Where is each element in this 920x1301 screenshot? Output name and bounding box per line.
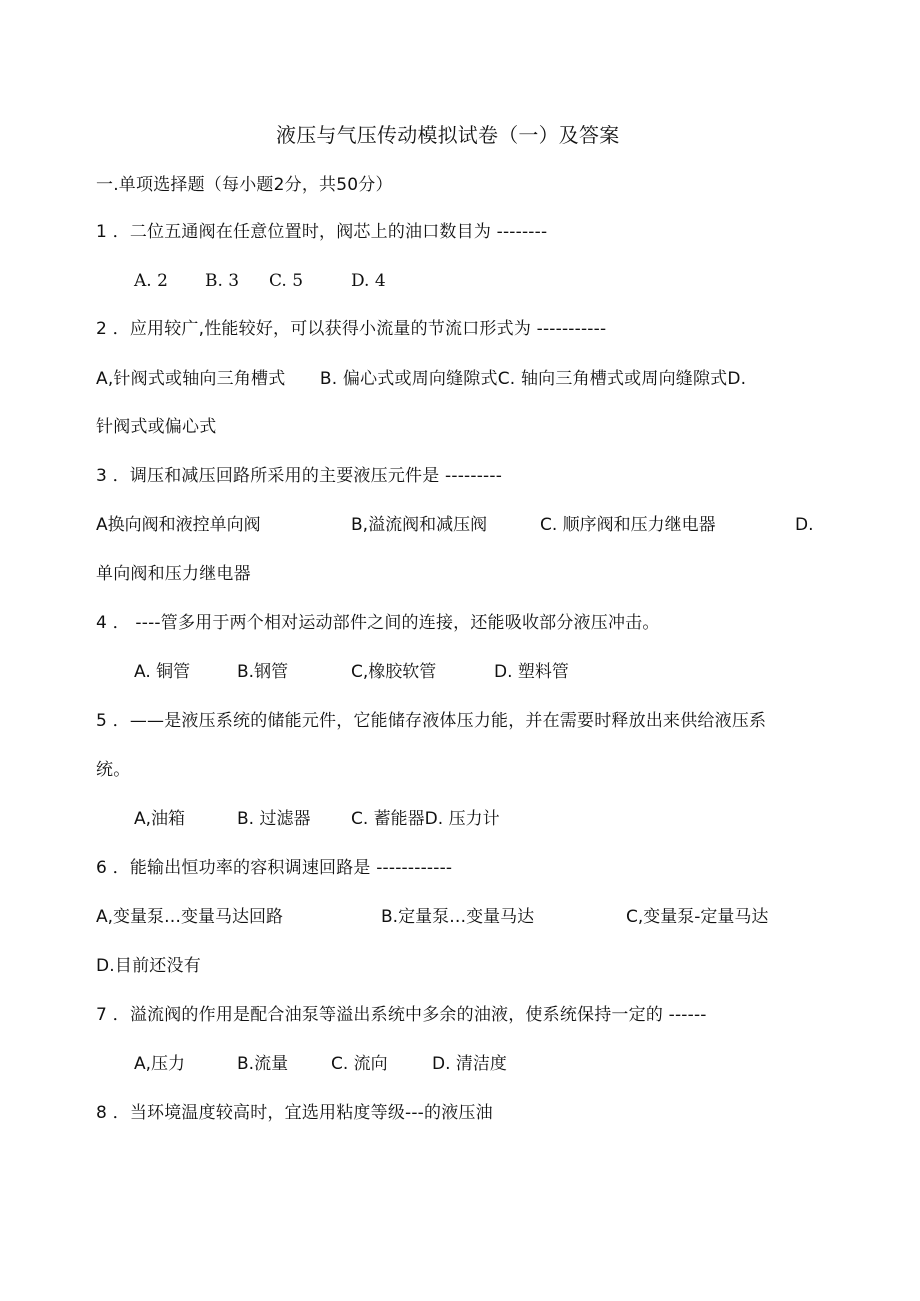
question-5-option-b: B. 过滤器 <box>237 809 311 829</box>
question-6-option-b: B.定量泵…变量马达 <box>381 907 535 927</box>
question-5-stem-continued: 统。 <box>96 760 131 780</box>
question-7-option-a: A,压力 <box>134 1054 186 1074</box>
question-3-option-b: B,溢流阀和减压阀 <box>351 515 488 535</box>
question-3-option-c: C. 顺序阀和压力继电器 <box>540 515 716 535</box>
question-6-stem: 6 ．能输出恒功率的容积调速回路是 ------------ <box>96 858 453 878</box>
question-4-stem: 4 ． ----管多用于两个相对运动部件之间的连接，还能吸收部分液压冲击。 <box>96 613 660 633</box>
question-5-stem: 5 ．——是液压系统的储能元件，它能储存液体压力能，并在需要时释放出来供给液压系 <box>96 711 767 731</box>
question-1-option-b: B. 3 <box>205 271 240 291</box>
question-2-options-continued: 针阀式或偏心式 <box>96 417 217 437</box>
question-4-option-b: B.钢管 <box>237 662 289 682</box>
question-2-options: A,针阀式或轴向三角槽式 B. 偏心式或周向缝隙式C. 轴向三角槽式或周向缝隙式D. <box>96 369 747 389</box>
question-7-option-b: B.流量 <box>237 1054 289 1074</box>
question-3-option-d: D. <box>795 515 814 535</box>
question-7-option-c: C. 流向 <box>331 1054 388 1074</box>
document-title: 液压与气压传动模拟试卷（一）及答案 <box>276 123 620 147</box>
question-1-option-a: A. 2 <box>134 271 168 291</box>
question-5-option-a: A,油箱 <box>134 809 186 829</box>
question-4-option-a: A. 铜管 <box>134 662 191 682</box>
question-7-stem: 7 ．溢流阀的作用是配合油泵等溢出系统中多余的油液，使系统保持一定的 ------ <box>96 1005 707 1025</box>
question-1-option-d: D. 4 <box>351 271 386 291</box>
question-7-option-d: D. 清洁度 <box>432 1054 507 1074</box>
question-3-option-a: A换向阀和液控单向阀 <box>96 515 261 535</box>
section-heading: 一.单项选择题（每小题2分，共50分） <box>96 175 393 195</box>
question-4-option-d: D. 塑料管 <box>494 662 569 682</box>
question-3-stem: 3 ．调压和减压回路所采用的主要液压元件是 --------- <box>96 466 503 486</box>
question-4-option-c: C,橡胶软管 <box>351 662 437 682</box>
question-8-stem: 8 ．当环境温度较高时，宜选用粘度等级---的液压油 <box>96 1103 493 1123</box>
question-6-option-c: C,变量泵-定量马达 <box>626 907 769 927</box>
question-3-options-continued: 单向阀和压力继电器 <box>96 564 251 584</box>
question-1-stem: 1 ．二位五通阀在任意位置时，阀芯上的油口数目为 -------- <box>96 222 548 242</box>
question-2-stem: 2 ．应用较广,性能较好，可以获得小流量的节流口形式为 ----------- <box>96 319 607 339</box>
question-6-option-a: A,变量泵…变量马达回路 <box>96 907 284 927</box>
question-5-option-c: C. 蓄能器D. 压力计 <box>351 809 500 829</box>
question-1-option-c: C. 5 <box>269 271 304 291</box>
question-6-options-continued: D.目前还没有 <box>96 956 201 976</box>
